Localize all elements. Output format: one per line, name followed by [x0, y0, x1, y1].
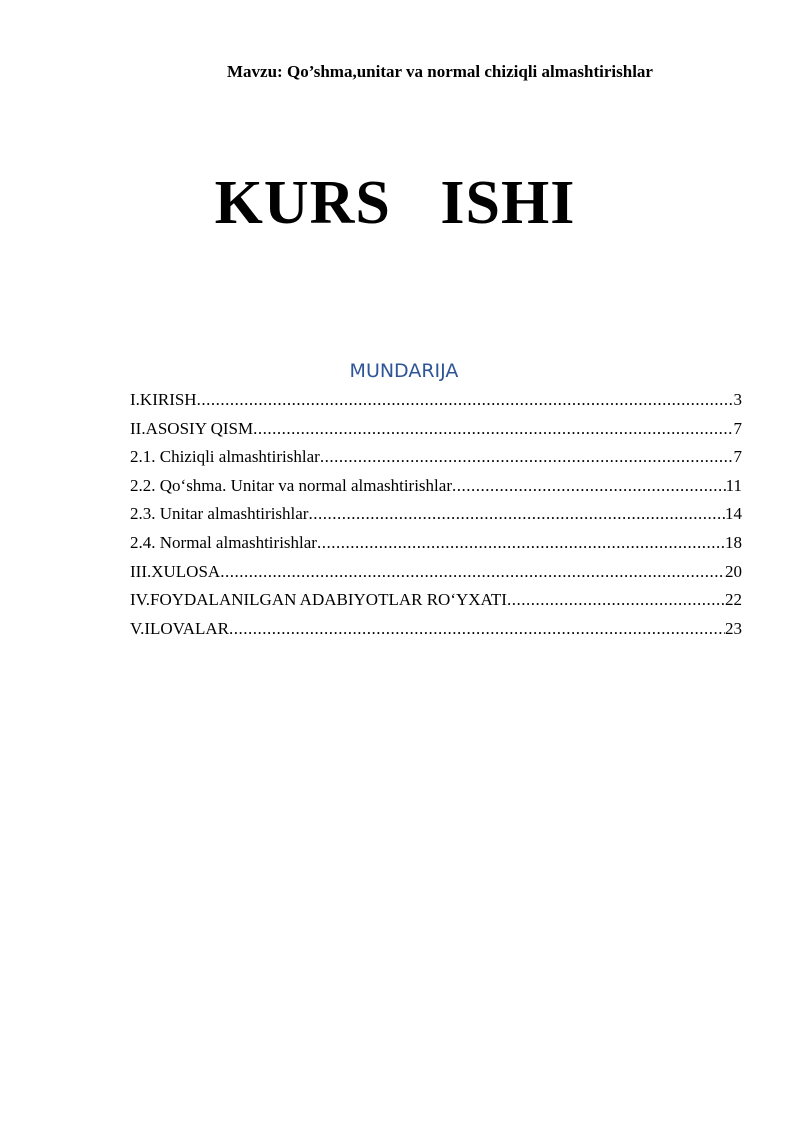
page-title: KURS ISHI	[214, 169, 576, 237]
toc-entry-label: 2.2. Qo‘shma. Unitar va normal almashtirishlar	[130, 475, 452, 495]
toc-leader-dots	[220, 558, 725, 587]
toc-leader-dots	[229, 615, 725, 644]
toc-entry-2-4	[130, 529, 742, 558]
toc-entry-2-3	[130, 500, 742, 529]
toc-entry-xulosa	[130, 558, 742, 587]
toc-entry-label: V.ILOVALAR	[130, 618, 230, 638]
toc-leader-dots	[253, 415, 733, 444]
toc-entry-kirish	[130, 386, 742, 415]
toc-entry-ilovalar	[130, 615, 742, 644]
toc-entry-label: 2.1. Chiziqli almashtirishlar	[130, 447, 320, 467]
toc-entry-label: I.KIRISH	[130, 390, 197, 409]
toc-entry-page: 7	[733, 418, 742, 438]
toc-entry-page: 3	[733, 390, 742, 409]
toc-entry-label: 2.3. Unitar almashtirishlar	[130, 504, 309, 524]
toc-entry-label: 2.4. Normal almashtirishlar	[130, 532, 317, 552]
toc-entry-2-2	[130, 472, 742, 501]
toc-entry-label: II.ASOSIY QISM	[130, 418, 254, 438]
toc-leader-dots	[317, 529, 725, 558]
toc-entry-page: 18	[725, 532, 742, 552]
toc-entry-2-1	[130, 443, 742, 472]
toc-leader-dots	[452, 472, 726, 501]
table-of-contents	[130, 386, 742, 643]
toc-leader-dots	[320, 443, 734, 472]
toc-entry-page: 20	[725, 561, 742, 581]
toc-leader-dots	[197, 386, 734, 415]
toc-entry-adabiyotlar	[130, 586, 742, 615]
toc-entry-asosiy-qism	[130, 415, 742, 444]
toc-entry-page: 23	[725, 618, 742, 638]
toc-leader-dots	[507, 586, 725, 615]
toc-entry-label: III.XULOSA	[130, 561, 221, 581]
toc-heading: MUNDARIJA	[349, 360, 459, 382]
toc-entry-label: IV.FOYDALANILGAN ADABIYOTLAR RO‘YXATI	[130, 590, 507, 610]
toc-entry-page: 22	[725, 590, 742, 610]
toc-entry-page: 11	[725, 475, 742, 495]
toc-leader-dots	[308, 500, 725, 529]
toc-entry-page: 7	[733, 447, 742, 467]
topic-line: Mavzu: Qo’shma,unitar va normal chiziqli almashtirishlar	[227, 62, 653, 81]
toc-entry-page: 14	[725, 504, 742, 524]
